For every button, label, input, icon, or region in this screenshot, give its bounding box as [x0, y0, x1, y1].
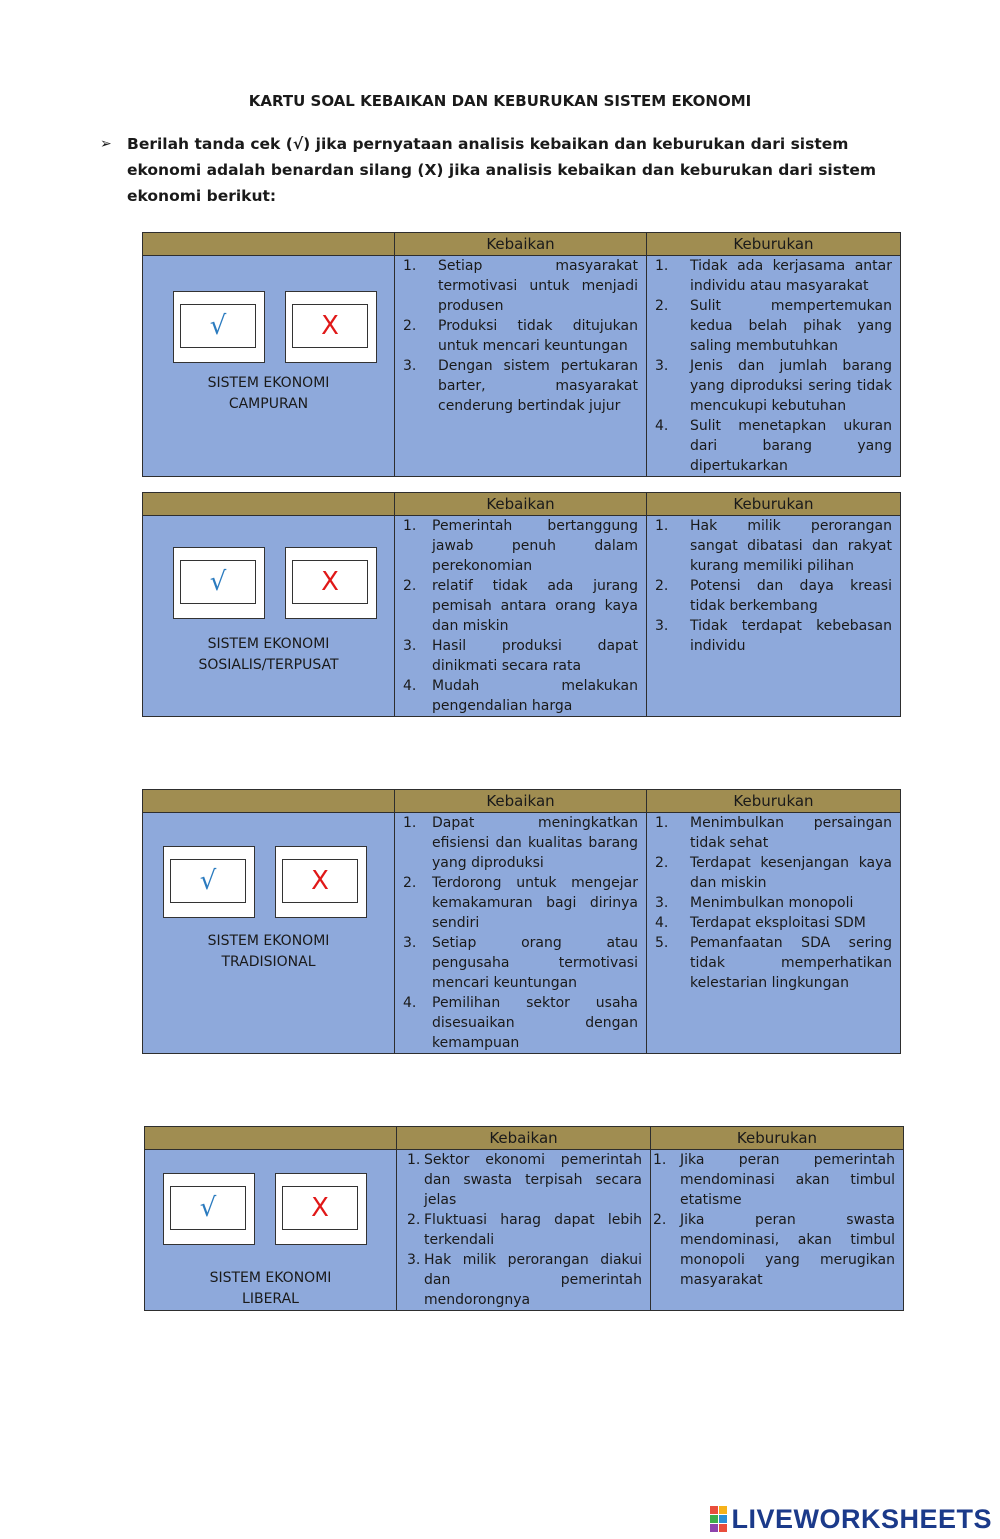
card-liberal: [144, 1126, 904, 1311]
item-text: Pemerintah bertanggung jawab penuh dalam perekonomian: [432, 518, 638, 574]
check-option[interactable]: [163, 1173, 255, 1245]
list-item: [397, 1150, 650, 1210]
item-number: 3.: [403, 358, 417, 374]
check-mark-icon: √: [170, 859, 246, 903]
header-keburukan: Keburukan: [647, 493, 901, 516]
cross-mark-icon: X: [292, 560, 368, 604]
system-name-line: LIBERAL: [242, 1291, 299, 1307]
system-name-line: TRADISIONAL: [221, 954, 316, 970]
item-number: 1.: [403, 815, 417, 831]
list-item: [395, 576, 646, 636]
list-item: [395, 933, 646, 993]
cross-option[interactable]: [275, 1173, 367, 1245]
system-cell: [143, 256, 395, 477]
page-title: KARTU SOAL KEBAIKAN DAN KEBURUKAN SISTEM EKONOMI: [248, 92, 752, 110]
list-item: [395, 256, 646, 316]
header-empty: [143, 493, 395, 516]
item-text: Hasil produksi dapat dinikmati secara rata: [432, 638, 638, 674]
item-number: 2.: [403, 578, 417, 594]
item-number: 2.: [407, 1212, 421, 1228]
list-item: [395, 636, 646, 676]
logo-text: LIVEWORKSHEETS: [731, 1503, 992, 1534]
item-text: Terdapat kesenjangan kaya dan miskin: [690, 855, 892, 891]
card-sosialis: [142, 492, 901, 717]
item-number: 5.: [655, 935, 669, 951]
list-item: [395, 356, 646, 416]
header-kebaikan: Kebaikan: [397, 1127, 651, 1150]
logo-square: [710, 1506, 718, 1514]
header-empty: [145, 1127, 397, 1150]
list-item: [647, 256, 900, 296]
system-name: [143, 373, 394, 415]
list-item: [647, 296, 900, 356]
check-option[interactable]: [173, 547, 265, 619]
list-item: [647, 576, 900, 616]
cross-option[interactable]: [285, 547, 377, 619]
item-number: 2.: [403, 875, 417, 891]
list-item: [395, 873, 646, 933]
item-text: Dengan sistem pertukaran barter, masyarakat cenderung bertindak jujur: [438, 358, 638, 414]
cross-mark-icon: X: [282, 859, 358, 903]
list-item: [647, 616, 900, 656]
cross-mark-icon: X: [292, 304, 368, 348]
item-number: 4.: [403, 678, 417, 694]
system-name: [143, 634, 394, 676]
item-number: 2.: [403, 318, 417, 334]
check-option[interactable]: [163, 846, 255, 918]
keburukan-list: [651, 1150, 903, 1290]
item-number: 1.: [655, 518, 669, 534]
list-item: [647, 416, 900, 476]
item-number: 4.: [655, 915, 669, 931]
logo-square: [719, 1506, 727, 1514]
check-mark-icon: √: [180, 560, 256, 604]
kebaikan-list: [397, 1150, 650, 1310]
instruction: [100, 131, 900, 209]
kebaikan-cell: [397, 1150, 651, 1311]
list-item: [395, 813, 646, 873]
item-text: Pemilihan sektor usaha disesuaikan dengan kemampuan: [432, 995, 638, 1051]
logo-square: [710, 1524, 718, 1532]
system-name: [143, 931, 394, 973]
cross-option[interactable]: [275, 846, 367, 918]
logo-square: [719, 1515, 727, 1523]
header-keburukan: Keburukan: [651, 1127, 904, 1150]
item-text: Jika peran pemerintah mendominasi akan timbul etatisme: [680, 1152, 895, 1208]
keburukan-list: [647, 516, 900, 656]
item-text: Menimbulkan persaingan tidak sehat: [690, 815, 892, 851]
item-text: relatif tidak ada jurang pemisah antara orang kaya dan miskin: [432, 578, 638, 634]
list-item: [397, 1250, 650, 1310]
arrow-bullet-icon: ➢: [100, 136, 112, 152]
item-number: 4.: [655, 418, 669, 434]
item-text: Tidak ada kerjasama antar individu atau masyarakat: [690, 258, 892, 294]
list-item: [395, 676, 646, 716]
check-option[interactable]: [173, 291, 265, 363]
item-text: Jenis dan jumlah barang yang diproduksi sering tidak mencukupi kebutuhan: [690, 358, 892, 414]
keburukan-list: [647, 813, 900, 993]
item-text: Sulit mempertemukan kedua belah pihak yang saling membutuhkan: [690, 298, 892, 354]
list-item: [651, 1210, 903, 1290]
item-number: 1.: [407, 1152, 421, 1168]
header-kebaikan: Kebaikan: [395, 233, 647, 256]
item-text: Sektor ekonomi pemerintah dan swasta terpisah secara jelas: [424, 1152, 642, 1208]
item-text: Dapat meningkatkan efisiensi dan kualitas barang yang diproduksi: [432, 815, 638, 871]
item-text: Sulit menetapkan ukuran dari barang yang dipertukarkan: [690, 418, 892, 474]
system-name-line: SISTEM EKONOMI: [209, 1270, 332, 1286]
item-number: 3.: [655, 358, 669, 374]
list-item: [395, 316, 646, 356]
item-number: 2.: [655, 578, 669, 594]
list-item: [647, 813, 900, 853]
list-item: [651, 1150, 903, 1210]
item-number: 1.: [403, 258, 417, 274]
item-number: 3.: [407, 1252, 421, 1268]
card-campuran: [142, 232, 901, 477]
item-text: Pemanfaatan SDA sering tidak memperhatikan kelestarian lingkungan: [690, 935, 892, 991]
list-item: [395, 993, 646, 1053]
item-number: 3.: [655, 895, 669, 911]
list-item: [395, 516, 646, 576]
list-item: [647, 853, 900, 893]
item-text: Setiap masyarakat termotivasi untuk menjadi produsen: [438, 258, 638, 314]
keburukan-cell: [647, 813, 901, 1054]
item-number: 1.: [653, 1152, 667, 1168]
instruction-text: Berilah tanda cek (√) jika pernyataan analisis kebaikan dan keburukan dari sistem ekonomi adalah benardan silang (X) jika analisis kebaikan dan keburukan dari sistem ekonomi berikut:: [127, 135, 877, 205]
item-text: Hak milik perorangan diakui dan pemerintah mendorongnya: [424, 1252, 642, 1308]
item-text: Menimbulkan monopoli: [690, 895, 854, 911]
list-item: [647, 356, 900, 416]
system-cell: [145, 1150, 397, 1311]
logo-square: [719, 1524, 727, 1532]
item-number: 1.: [655, 815, 669, 831]
item-number: 2.: [655, 298, 669, 314]
list-item: [397, 1210, 650, 1250]
liveworksheets-logo: [710, 1503, 992, 1535]
item-text: Fluktuasi harag dapat lebih terkendali: [424, 1212, 642, 1248]
system-name-line: SISTEM EKONOMI: [207, 636, 330, 652]
cross-option[interactable]: [285, 291, 377, 363]
item-number: 3.: [403, 638, 417, 654]
system-name-line: SOSIALIS/TERPUSAT: [198, 657, 339, 673]
card-tradisional: [142, 789, 901, 1054]
logo-square: [710, 1515, 718, 1523]
keburukan-list: [647, 256, 900, 476]
header-empty: [143, 790, 395, 813]
item-text: Terdapat eksploitasi SDM: [690, 915, 866, 931]
system-name-line: SISTEM EKONOMI: [207, 933, 330, 949]
kebaikan-cell: [395, 516, 647, 717]
item-text: Tidak terdapat kebebasan individu: [690, 618, 892, 654]
system-name: [145, 1268, 396, 1310]
system-name-line: CAMPURAN: [228, 396, 309, 412]
kebaikan-list: [395, 813, 646, 1053]
list-item: [647, 913, 900, 933]
list-item: [647, 893, 900, 913]
header-kebaikan: Kebaikan: [395, 493, 647, 516]
list-item: [647, 516, 900, 576]
item-number: 2.: [655, 855, 669, 871]
header-empty: [143, 233, 395, 256]
keburukan-cell: [647, 516, 901, 717]
kebaikan-list: [395, 516, 646, 716]
cross-mark-icon: X: [282, 1186, 358, 1230]
keburukan-cell: [651, 1150, 904, 1311]
item-text: Hak milik perorangan sangat dibatasi dan rakyat kurang memiliki pilihan: [690, 518, 892, 574]
list-item: [647, 933, 900, 993]
item-text: Potensi dan daya kreasi tidak berkembang: [690, 578, 892, 614]
header-keburukan: Keburukan: [647, 790, 901, 813]
kebaikan-list: [395, 256, 646, 416]
system-cell: [143, 516, 395, 717]
item-number: 4.: [403, 995, 417, 1011]
item-text: Jika peran swasta mendominasi, akan timbul monopoli yang merugikan masyarakat: [680, 1212, 895, 1288]
keburukan-cell: [647, 256, 901, 477]
item-number: 3.: [403, 935, 417, 951]
header-kebaikan: Kebaikan: [395, 790, 647, 813]
header-keburukan: Keburukan: [647, 233, 901, 256]
check-mark-icon: √: [180, 304, 256, 348]
system-cell: [143, 813, 395, 1054]
kebaikan-cell: [395, 813, 647, 1054]
check-mark-icon: √: [170, 1186, 246, 1230]
kebaikan-cell: [395, 256, 647, 477]
logo-mark-icon: [710, 1506, 727, 1532]
item-number: 3.: [655, 618, 669, 634]
item-number: 2.: [653, 1212, 667, 1228]
item-text: Terdorong untuk mengejar kemakamuran bagi dirinya sendiri: [432, 875, 638, 931]
item-text: Setiap orang atau pengusaha termotivasi mencari keuntungan: [432, 935, 638, 991]
item-text: Mudah melakukan pengendalian harga: [432, 678, 638, 714]
item-number: 1.: [655, 258, 669, 274]
item-number: 1.: [403, 518, 417, 534]
item-text: Produksi tidak ditujukan untuk mencari keuntungan: [438, 318, 638, 354]
system-name-line: SISTEM EKONOMI: [207, 375, 330, 391]
